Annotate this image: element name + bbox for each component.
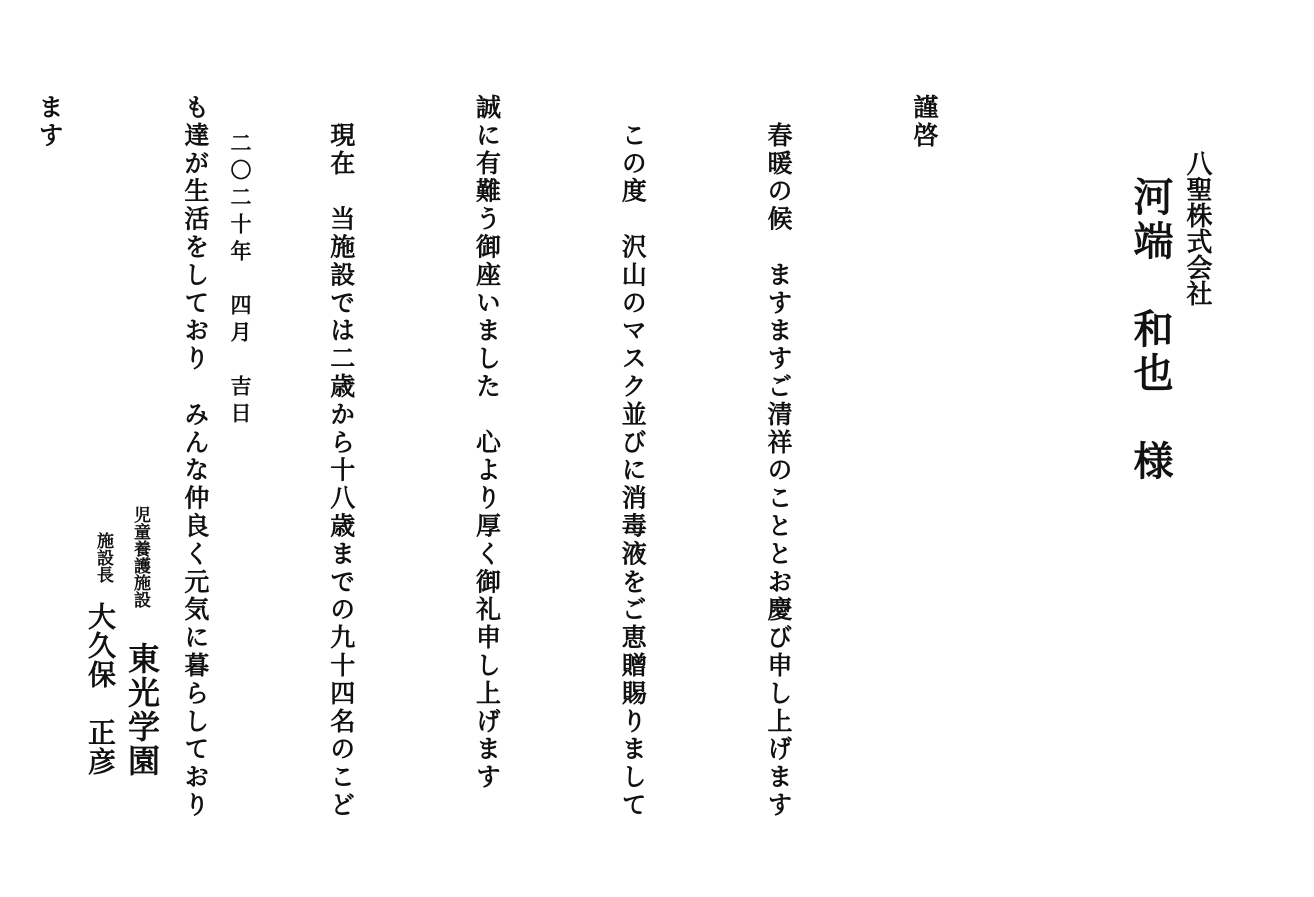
letter-line: も達が生活をしており みんな仲良く元気に暮らしており: [180, 94, 210, 820]
letter-line: 誠に有難う御座いました 心より厚く御礼申し上げます: [472, 94, 502, 792]
recipient-name: 河端 和也 様: [1127, 176, 1174, 484]
sender-name: 大久保 正彦: [84, 602, 117, 776]
opening-greeting: 謹啓: [909, 94, 939, 150]
sender-title: 施設長: [93, 532, 113, 583]
letter-line: 現在 当施設では二歳から十八歳までの九十四名のこど: [326, 94, 356, 820]
letter-line: 春暖の候 ますますご清祥のこととお慶び申し上げます: [764, 94, 794, 820]
sender-org-type: 児童養護施設: [130, 506, 150, 608]
sender-org-name: 東光学園: [123, 642, 161, 778]
letter-date: 二〇二十年 四月 吉日: [228, 132, 253, 429]
letter-line: この度 沢山のマスク並びに消毒液をご恵贈賜りまして: [618, 94, 648, 820]
letter-line: ます: [35, 94, 65, 150]
recipient-company: 八聖株式会社: [1182, 150, 1212, 306]
